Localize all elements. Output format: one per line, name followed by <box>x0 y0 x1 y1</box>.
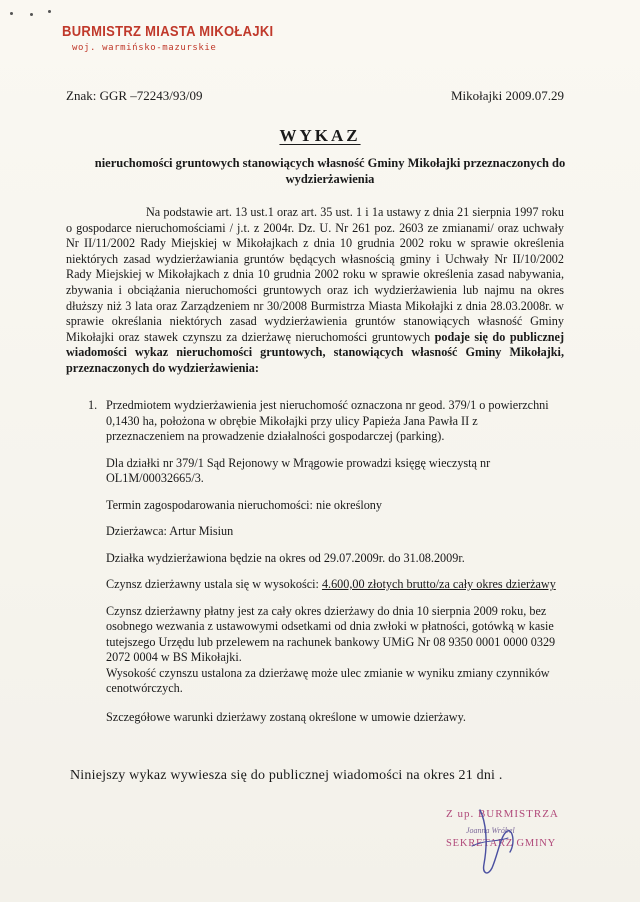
letterhead-title: BURMISTRZ MIASTA MIKOŁAJKI <box>62 22 274 40</box>
item-number: 1. <box>88 398 98 412</box>
document-subtitle: nieruchomości gruntowych stanowiących własność Gminy Mikołajki przeznaczonych do wydzierżawienia <box>94 156 566 186</box>
list-item <box>88 398 558 736</box>
item-lessee: Dzierżawca: Artur Misiun <box>106 524 234 538</box>
stamp-line-3: SEKRETARZ GMINY <box>446 838 557 849</box>
item-development-deadline: Termin zagospodarowania nieruchomości: nie określony <box>106 497 382 512</box>
letterhead-subtitle: woj. warmińsko-mazurskie <box>72 43 217 53</box>
document-date: Mikołajki 2009.07.29 <box>450 88 564 103</box>
document-title <box>0 126 640 146</box>
item-details: Szczegółowe warunki dzierżawy zostaną określone w umowie dzierżawy. <box>106 709 466 724</box>
scan-speck <box>10 12 13 15</box>
item-land-register: Dla działki nr 379/1 Sąd Rejonowy w Mrągowie prowadzi księgę wieczystą nr OL1M/00032665/3. <box>106 455 491 485</box>
item-description: Przedmiotem wydzierżawienia jest nieruchomość oznaczona nr geod. 379/1 o powierzchni 0,1430 ha, położona w obrębie Mikołajki przy ulicy Papieża Jana Pawła II z przeznaczeniem na prowadzenie działalności gospodarczej (parking). <box>106 398 549 443</box>
item-rent-change: Wysokość czynszu ustalona za dzierżawę może ulec zmianie w wyniku zmiany czynników cenotwórczych. <box>106 665 550 695</box>
signature-icon <box>462 802 532 882</box>
item-payment: Czynsz dzierżawny płatny jest za cały okres dzierżawy do dnia 10 sierpnia 2009 roku, bez osobnego wezwania z ustawowymi odsetkami od dnia zwłoki w płatności, gotówką w kasie tutejszego Urzędu lub przelewem na rachunek bankowy UMiG Nr 08 9350 0001 0000 0329 2072 0004 w BS Mikołajki. <box>106 603 556 664</box>
closing-statement: Niniejszy wykaz wywiesza się do publicznej wiadomości na okres 21 dni . <box>70 768 503 783</box>
scan-speck <box>48 10 51 13</box>
reference-number: Znak: GGR –72243/93/09 <box>66 88 203 103</box>
intro-paragraph <box>66 205 564 377</box>
item-lease-period: Działka wydzierżawiona będzie na okres od 29.07.2009r. do 31.08.2009r. <box>106 550 465 565</box>
item-content <box>106 398 558 725</box>
document-title-text: WYKAZ <box>279 126 361 145</box>
rent-prefix: Czynsz dzierżawny ustala się w wysokości: <box>106 577 322 591</box>
item-rent <box>106 577 558 593</box>
letterhead <box>62 22 273 53</box>
intro-text: Na podstawie art. 13 ust.1 oraz art. 35 ust. 1 i 1a ustawy z dnia 21 sierpnia 1997 roku o gospodarce nieruchomościami / j.t. z 2004r. Dz. U. Nr 261 poz. 2603 ze zmianami/ oraz uchwały Nr II/11/2002 Rady Miejskiej w Mikołajkach z dnia 10 grudnia 2002 roku w sprawie określenia niektórych zasad wydzierżawiania gruntów będących własnością gminy i Uchwały Nr II/10/2002 Rady Miejskiej w Mikołajkach z dnia 10 grudnia 2002 roku w sprawie określenia zasad nabywania, zbywania i obciążania nieruchomości gruntowych oraz ich wydzierżawienia lub najmu na okres dłuższy niż 3 lata oraz Zarządzeniem nr 30/2008 Burmistrza Miasta Mikołajki z dnia 28.03.2008r. w sprawie określania niektórych zasad wydzierżawienia gruntów stanowiących własność Gminy Mikołajki oraz stawek czynszu za dzierżawę nieruchomości gruntowych <box>66 205 564 344</box>
stamp-line-1: Z up. BURMISTRZA <box>446 808 559 820</box>
scan-speck <box>30 13 33 16</box>
stamp-line-2: Joanna Wróbel <box>466 826 515 835</box>
intro-bold-text: podaje się do publicznej wiadomości wykaz nieruchomości gruntowych, stanowiących własność Gminy Mikołajki, przeznaczonych do wydzierżawienia: <box>66 329 565 375</box>
rent-amount: 4.600,00 złotych brutto/za cały okres dzierżawy <box>321 577 556 591</box>
